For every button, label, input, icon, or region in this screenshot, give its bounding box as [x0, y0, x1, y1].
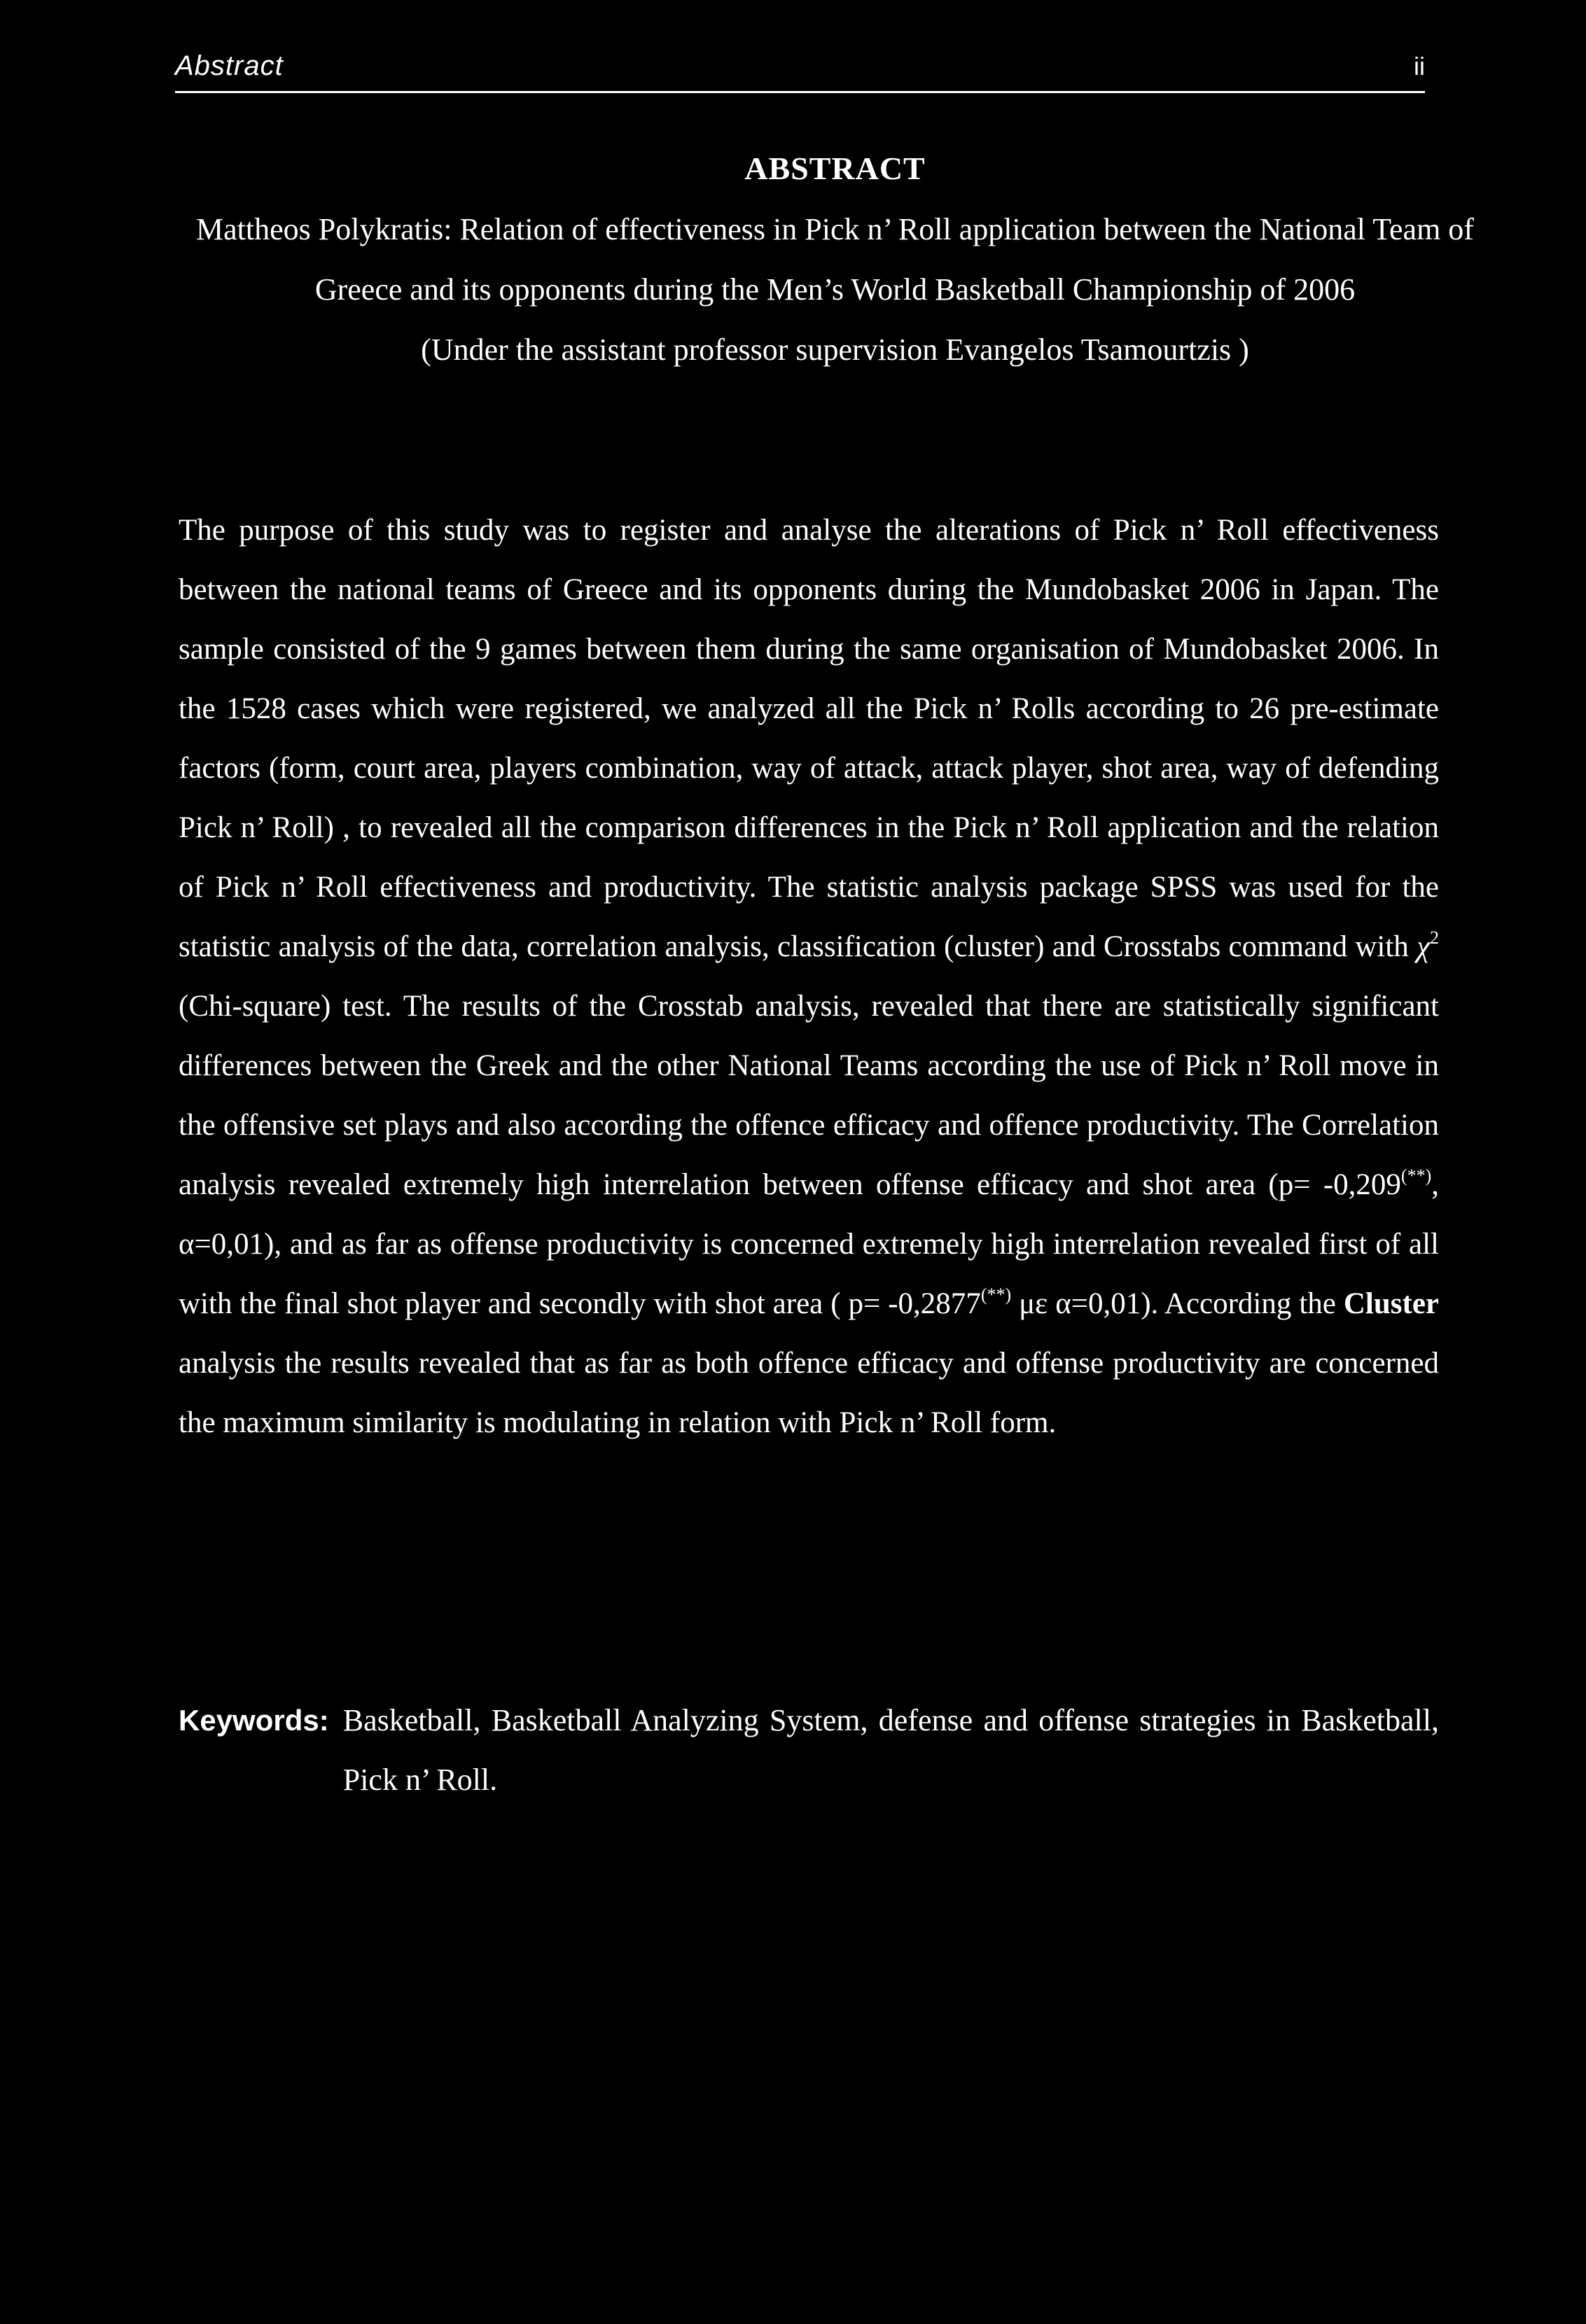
body-text-part: The purpose of this study was to register and analyse the alterations of Pick n’ Roll effectiveness between the national teams of Greece and its opponents during the Mundobasket 2006 in Japan. The sample consisted of the 9 games between them during the same organisation of Mundobasket 2006. In the 1528 cases which were registered, we analyzed all the Pick n’ Rolls according to 26 pre-estimate factors (form, court area, players combination, way of attack, attack player, shot area, way of defending Pick n’ Roll) , to revealed all the comparison differences in the Pick n’ Roll application and the relation of Pick n’ Roll effectiveness and productivity. The statistic analysis package SPSS was used for the statistic analysis of the data, correlation analysis, classification (cluster) and Crosstabs command with	[179, 514, 1439, 963]
keywords-list: Basketball, Basketball Analyzing System, defense and offense strategies in Basketball, Pick n’ Roll.	[342, 1703, 1439, 1797]
abstract-title: ABSTRACT	[744, 150, 926, 186]
running-header	[175, 49, 1425, 93]
supervision-note: (Under the assistant professor supervision Evangelos Tsamourtzis )	[421, 332, 1249, 367]
keywords-block	[179, 1690, 1439, 1809]
significance-marker: (**)	[1400, 1166, 1432, 1186]
significance-marker: (**)	[980, 1284, 1012, 1305]
chi-exponent: 2	[1430, 927, 1439, 948]
body-text-part: με α=0,01). According the	[1011, 1287, 1344, 1320]
section-title: Abstract	[175, 50, 284, 81]
keywords-label: Keywords:	[179, 1704, 329, 1737]
cluster-term: Cluster	[1343, 1287, 1439, 1320]
chi-symbol: χ	[1417, 930, 1430, 963]
body-text-part: (Chi-square) test. The results of the Crosstab analysis, revealed that there are statistically significant differences between the Greek and the other National Teams according the use of Pick n’ Roll move in the offensive set plays and also according the offence efficacy and offence productivity. The Correlation analysis revealed extremely high interrelation between offense efficacy and shot area (p= -0,209	[179, 990, 1439, 1201]
page-number: ii	[1414, 52, 1425, 80]
abstract-body	[179, 500, 1439, 1452]
body-text-part: , α=0,01), and as far as offense productivity is concerned extremely high interrelation revealed first of all with the final shot player and secondly with shot area ( p= -0,2877	[179, 1168, 1439, 1320]
thesis-citation: Mattheos Polykratis: Relation of effectiveness in Pick n’ Roll application between the National Team of Greece and its opponents during the Men’s World Basketball Championship of 2006	[196, 212, 1474, 307]
body-text-part: analysis the results revealed that as far as both offence efficacy and offense productivity are concerned the maximum similarity is modulating in relation with Pick n’ Roll form.	[179, 1347, 1439, 1439]
abstract-heading	[175, 144, 1495, 380]
